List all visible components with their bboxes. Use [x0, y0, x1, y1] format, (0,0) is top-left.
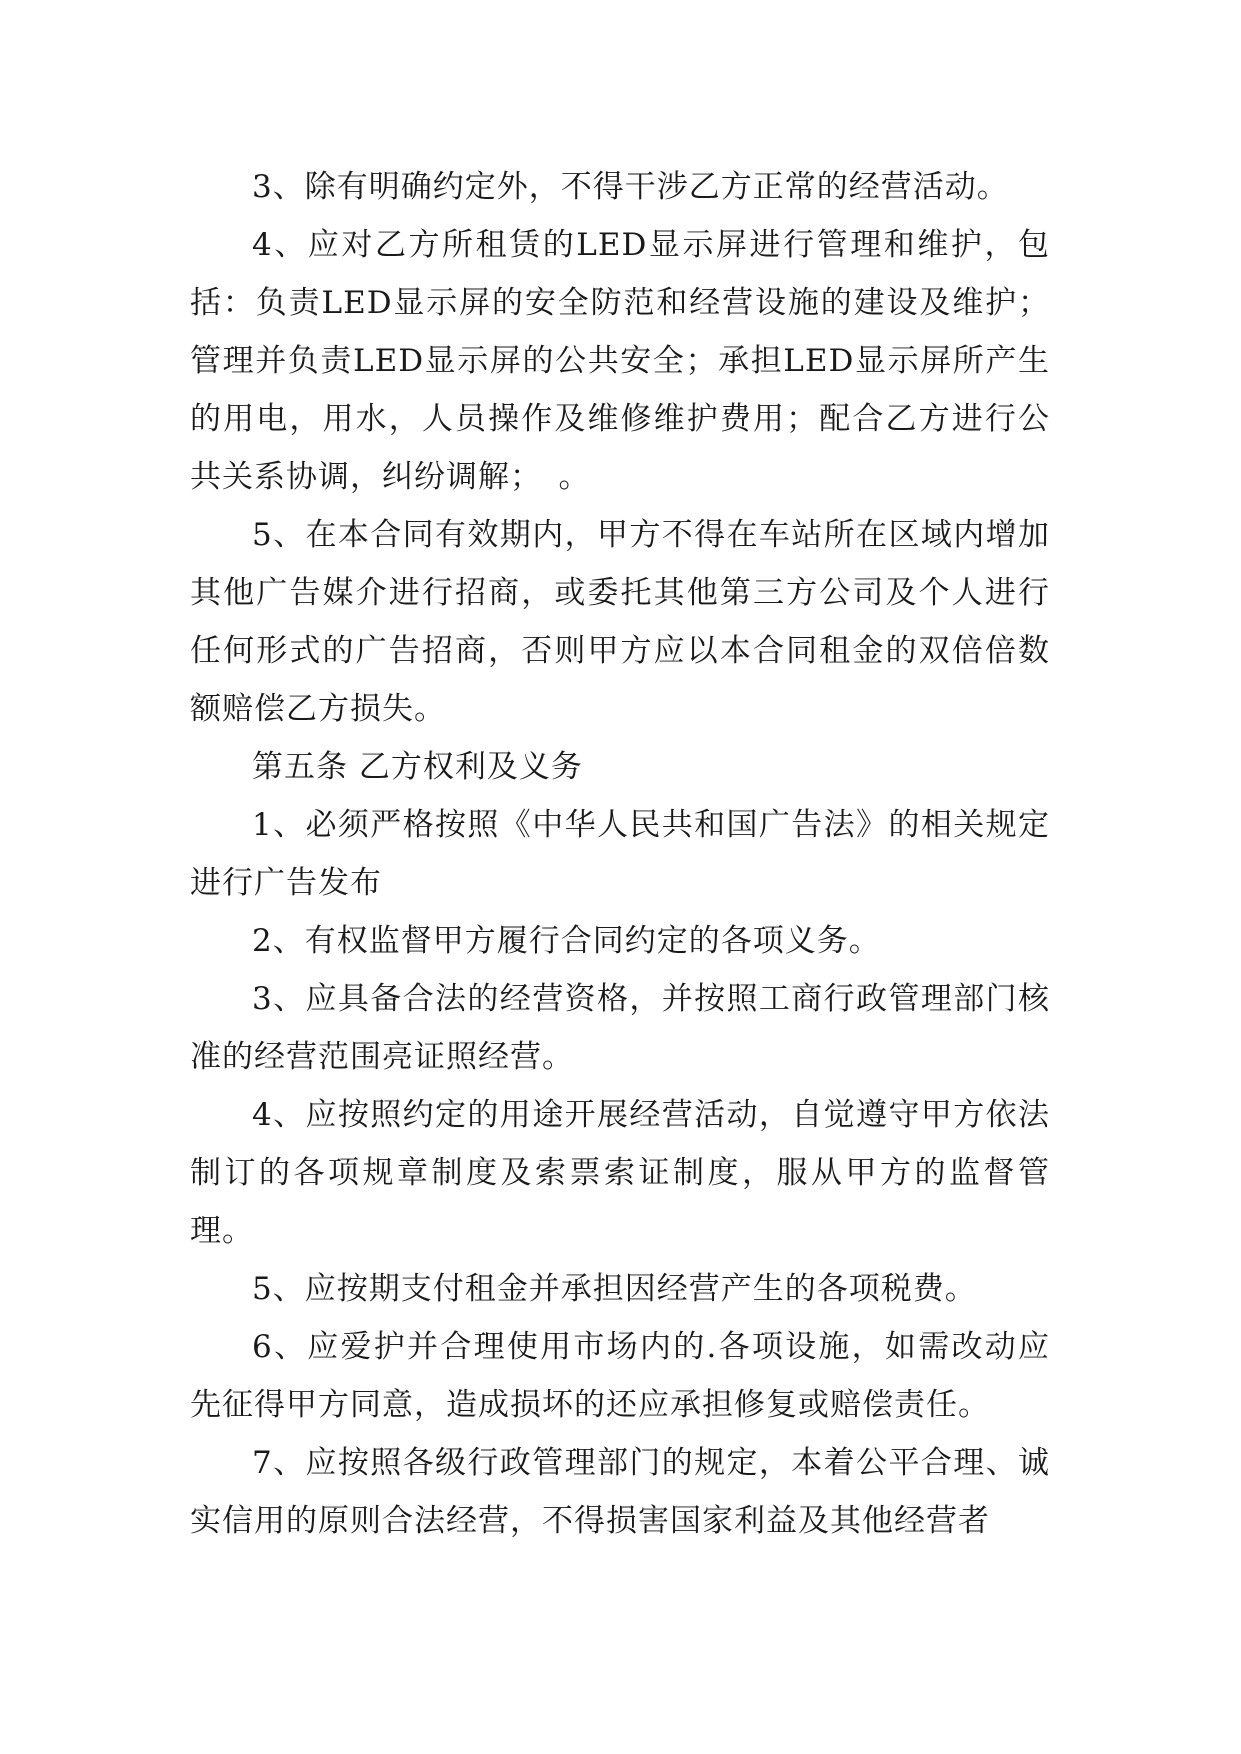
party-b-clause-5-paragraph: 5、应按期支付租金并承担因经营产生的各项税费。 — [252, 1271, 977, 1307]
party-b-clause-3-paragraph: 3、应具备合法的经营资格，并按照工商行政管理部门核准的经营范围亮证照经营。 — [190, 981, 1050, 1075]
clause-3-paragraph: 3、除有明确约定外，不得干涉乙方正常的经营活动。 — [252, 169, 1009, 205]
party-b-clause-2-paragraph: 2、有权监督甲方履行合同约定的各项义务。 — [252, 923, 881, 959]
party-b-clause-1-paragraph: 1、必须严格按照《中华人民共和国广告法》的相关规定进行广告发布 — [190, 807, 1050, 901]
party-b-clause-6-paragraph: 6、应爱护并合理使用市场内的.各项设施，如需改动应先征得甲方同意，造成损坏的还应承担修复或赔偿责任。 — [190, 1329, 1050, 1423]
article-5-heading: 第五条 乙方权利及义务 — [252, 749, 583, 785]
clause-5-paragraph: 5、在本合同有效期内，甲方不得在车站所在区域内增加其他广告媒介进行招商，或委托其他第三方公司及个人进行任何形式的广告招商，否则甲方应以本合同租金的双倍倍数额赔偿乙方损失。 — [190, 517, 1050, 727]
clause-4-paragraph: 4、应对乙方所租赁的LED显示屏进行管理和维护，包括：负责LED显示屏的安全防范和经营设施的建设及维护；管理并负责LED显示屏的公共安全；承担LED显示屏所产生的用电，用水，人员操作及维修维护费用；配合乙方进行公共关系协调，纠纷调解； 。 — [190, 227, 1050, 495]
party-b-clause-7-paragraph: 7、应按照各级行政管理部门的规定，本着公平合理、诚实信用的原则合法经营，不得损害国家利益及其他经营者 — [190, 1445, 1050, 1539]
document-body — [190, 158, 1050, 1550]
party-b-clause-4-paragraph: 4、应按照约定的用途开展经营活动，自觉遵守甲方依法制订的各项规章制度及索票索证制度，服从甲方的监督管理。 — [190, 1097, 1050, 1249]
